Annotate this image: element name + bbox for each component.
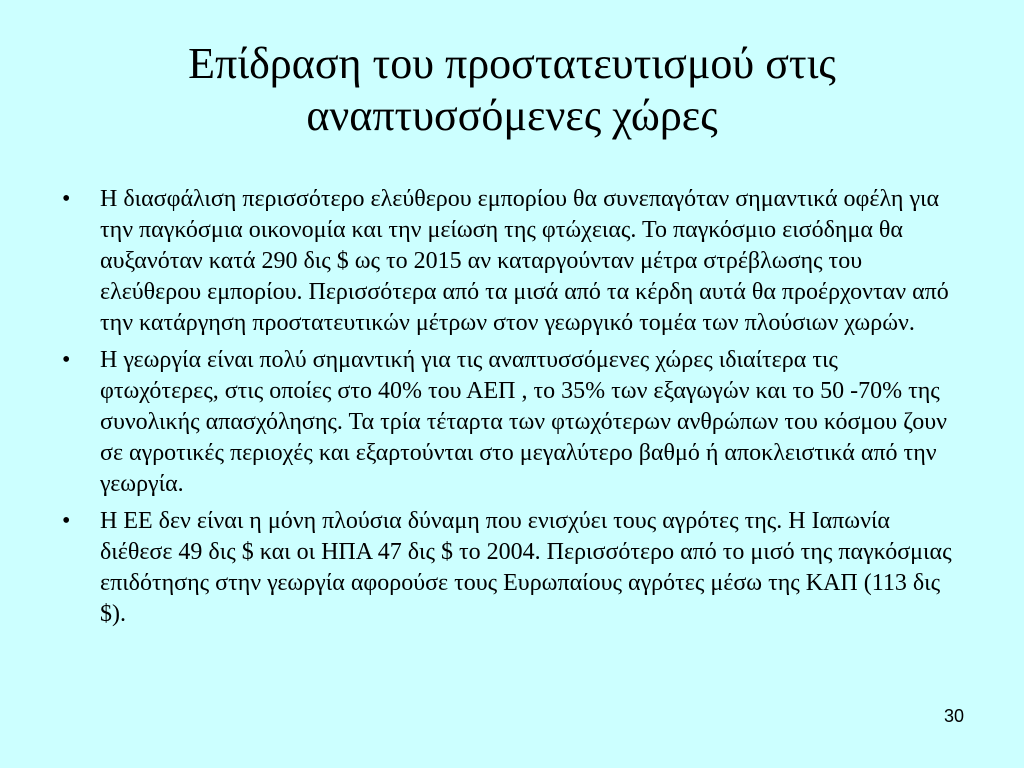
- slide-title: [60, 38, 964, 142]
- slide-title-line-1: Επίδραση του προστατευτισμού στις: [188, 39, 836, 88]
- bullet-dot-icon: •: [62, 186, 71, 212]
- bullet-item-2: [62, 345, 962, 500]
- bullet-dot-icon: •: [62, 508, 71, 534]
- bullet-text-1: Η διασφάλιση περισσότερο ελεύθερου εμπορίου θα συνεπαγόταν σημαντικά οφέλη για την παγκόσμια οικονομία και την μείωση της φτώχειας. Το παγκόσμιο εισόδημα θα αυξανόταν κατά 290 δις $ ως το 2015 αν καταργούνταν μέτρα στρέβλωσης του ελεύθερου εμπορίου. Περισσότερα από τα μισά από τα κέρδη αυτά θα προέρχονταν από την κατάργηση προστατευτικών μέτρων στον γεωργικό τομέα των πλούσιων χωρών.: [100, 186, 949, 336]
- bullet-text-2: Η γεωργία είναι πολύ σημαντική για τις αναπτυσσόμενες χώρες ιδιαίτερα τις φτωχότερες, στις οποίες στο 40% του ΑΕΠ , το 35% των εξαγωγών και το 50 -70% της συνολικής απασχόλησης. Τα τρία τέταρτα των φτωχότερων ανθρώπων του κόσμου ζουν σε αγροτικές περιοχές και εξαρτούνται στο μεγαλύτερο βαθμό ή αποκλειστικά από την γεωργία.: [100, 347, 947, 497]
- page-number: 30: [943, 706, 964, 726]
- bullet-list: [62, 184, 962, 636]
- bullet-item-3: [62, 506, 962, 630]
- bullet-text-3: Η ΕΕ δεν είναι η μόνη πλούσια δύναμη που ενισχύει τους αγρότες της. Η Ιαπωνία διέθεσε 49 δις $ και οι ΗΠΑ 47 δις $ το 2004. Περισσότερο από το μισό της παγκόσμιας επιδότησης στην γεωργία αφορούσε τους Ευρωπαίους αγρότες μέσω της ΚΑΠ (113 δις $).: [100, 508, 952, 627]
- slide-title-line-2: αναπτυσσόμενες χώρες: [306, 91, 718, 140]
- bullet-dot-icon: •: [62, 347, 71, 373]
- bullet-item-1: [62, 184, 962, 339]
